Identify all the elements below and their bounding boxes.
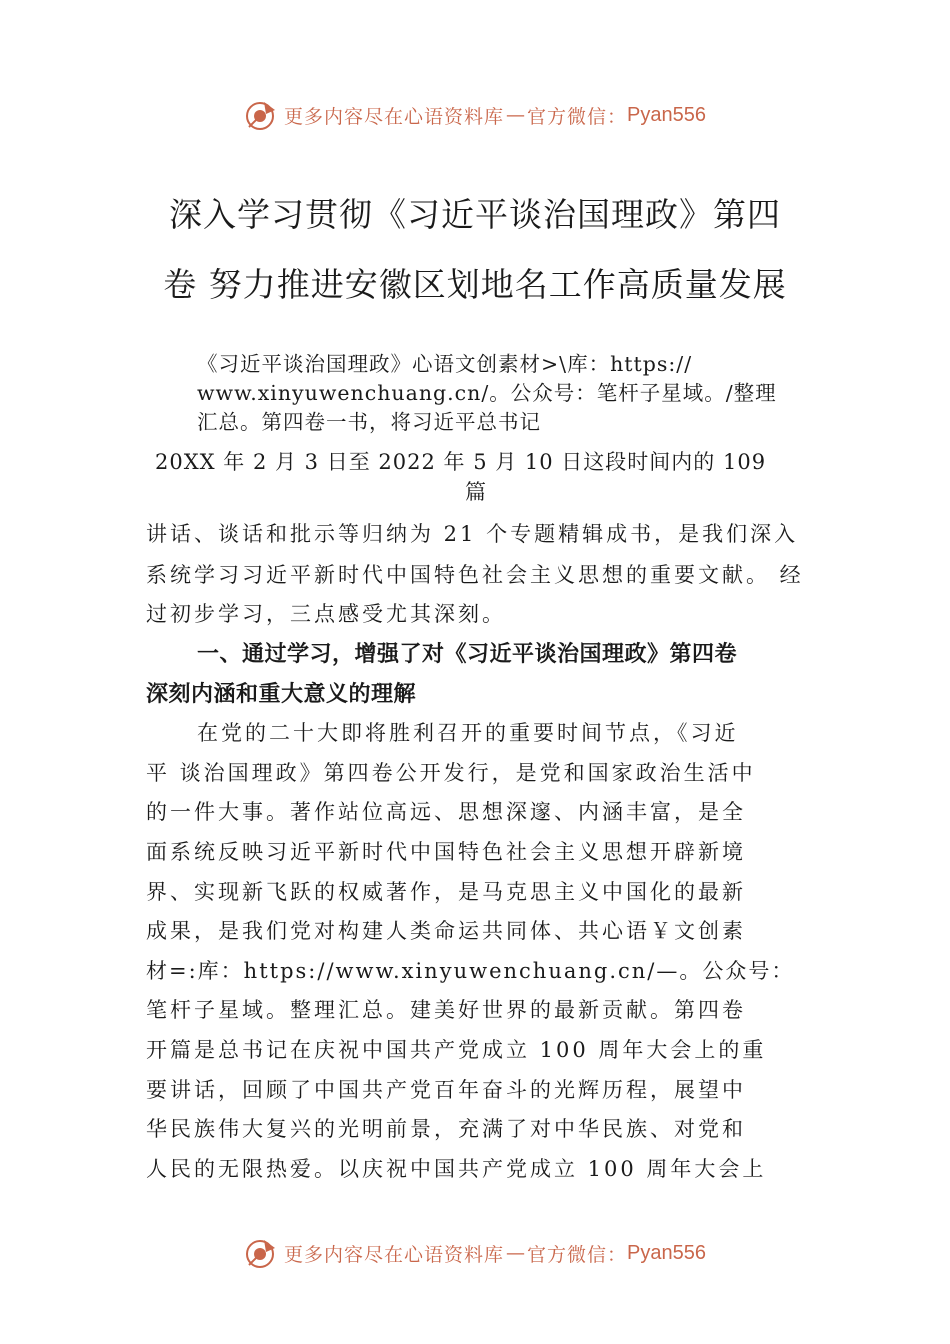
- intro-line-4: 20XX 年 2 月 3 日至 2022 年 5 月 10 日这段时间内的 109: [155, 450, 767, 474]
- watermark-brand: 更多内容尽在心语资料库: [284, 1243, 505, 1266]
- watermark-dash: —: [506, 104, 526, 126]
- para2-line-1: 在党的二十大即将胜利召开的重要时间节点，《习近: [197, 721, 739, 745]
- title-line-1: 深入学习贯彻《习近平谈治国理政》第四: [169, 195, 781, 234]
- intro-line-2: www.xinyuwenchuang.cn/。公众号：笔杆子星域。/整理: [197, 381, 777, 405]
- pen-logo-icon: [244, 1236, 278, 1270]
- para2-line-3: 的一件大事。著作站位高远、思想深邃、内涵丰富，是全: [146, 800, 746, 824]
- watermark-brand: 更多内容尽在心语资料库: [284, 105, 505, 128]
- para1-line-2: 系统学习习近平新时代中国特色社会主义思想的重要文献。 经: [146, 563, 804, 587]
- para2-line-7: 材=:库：https://www.xinyuwenchuang.cn/—。公众号：: [146, 959, 795, 983]
- para2-line-8: 笔杆子星域。整理汇总。建美好世界的最新贡献。第四卷: [146, 998, 746, 1022]
- intro-line-3: 汇总。第四卷一书，将习近平总书记: [197, 410, 541, 434]
- title-line-2: 卷 努力推进安徽区划地名工作高质量发展: [163, 265, 787, 304]
- para1-line-1: 讲话、谈话和批示等归纳为 21 个专题精辑成书，是我们深入: [146, 522, 799, 546]
- section-heading-line-1: 一、通过学习，增强了对《习近平谈治国理政》第四卷: [197, 642, 738, 667]
- para2-line-10: 要讲话，回顾了中国共产党百年奋斗的光辉历程，展望中: [146, 1078, 746, 1102]
- para2-line-5: 界、实现新飞跃的权威著作，是马克思主义中国化的最新: [146, 880, 746, 904]
- footer-watermark: [0, 1233, 950, 1273]
- document-title: [150, 180, 800, 320]
- para2-line-2: 平 谈治国理政》第四卷公开发行，是党和国家政治生活中: [146, 761, 756, 785]
- watermark-wechat-label: 官方微信：: [527, 105, 628, 128]
- para2-line-11: 华民族伟大复兴的光明前景，充满了对中华民族、对党和: [146, 1117, 746, 1141]
- watermark-wechat-id: Pyan556: [627, 103, 706, 126]
- intro-line-1: 《习近平谈治国理政》心语文创素材>\库：https://: [197, 352, 693, 376]
- watermark-wechat-id: Pyan556: [627, 1241, 706, 1264]
- para2-line-6: 成果，是我们党对构建人类命运共同体、共心语￥文创素: [146, 919, 746, 943]
- intro-line-5: 篇: [465, 480, 486, 504]
- para2-line-12: 人民的无限热爱。以庆祝中国共产党成立 100 周年大会上: [146, 1157, 767, 1181]
- section-heading-line-2: 深刻内涵和重大意义的理解: [146, 682, 417, 707]
- header-watermark: [0, 95, 950, 135]
- watermark-wechat-label: 官方微信：: [527, 1243, 628, 1266]
- para2-line-4: 面系统反映习近平新时代中国特色社会主义思想开辟新境: [146, 840, 746, 864]
- para2-line-9: 开篇是总书记在庆祝中国共产党成立 100 周年大会上的重: [146, 1038, 767, 1062]
- para1-line-3: 过初步学习，三点感受尤其深刻。: [146, 602, 506, 626]
- pen-logo-icon: [244, 98, 278, 132]
- watermark-dash: —: [506, 1242, 526, 1264]
